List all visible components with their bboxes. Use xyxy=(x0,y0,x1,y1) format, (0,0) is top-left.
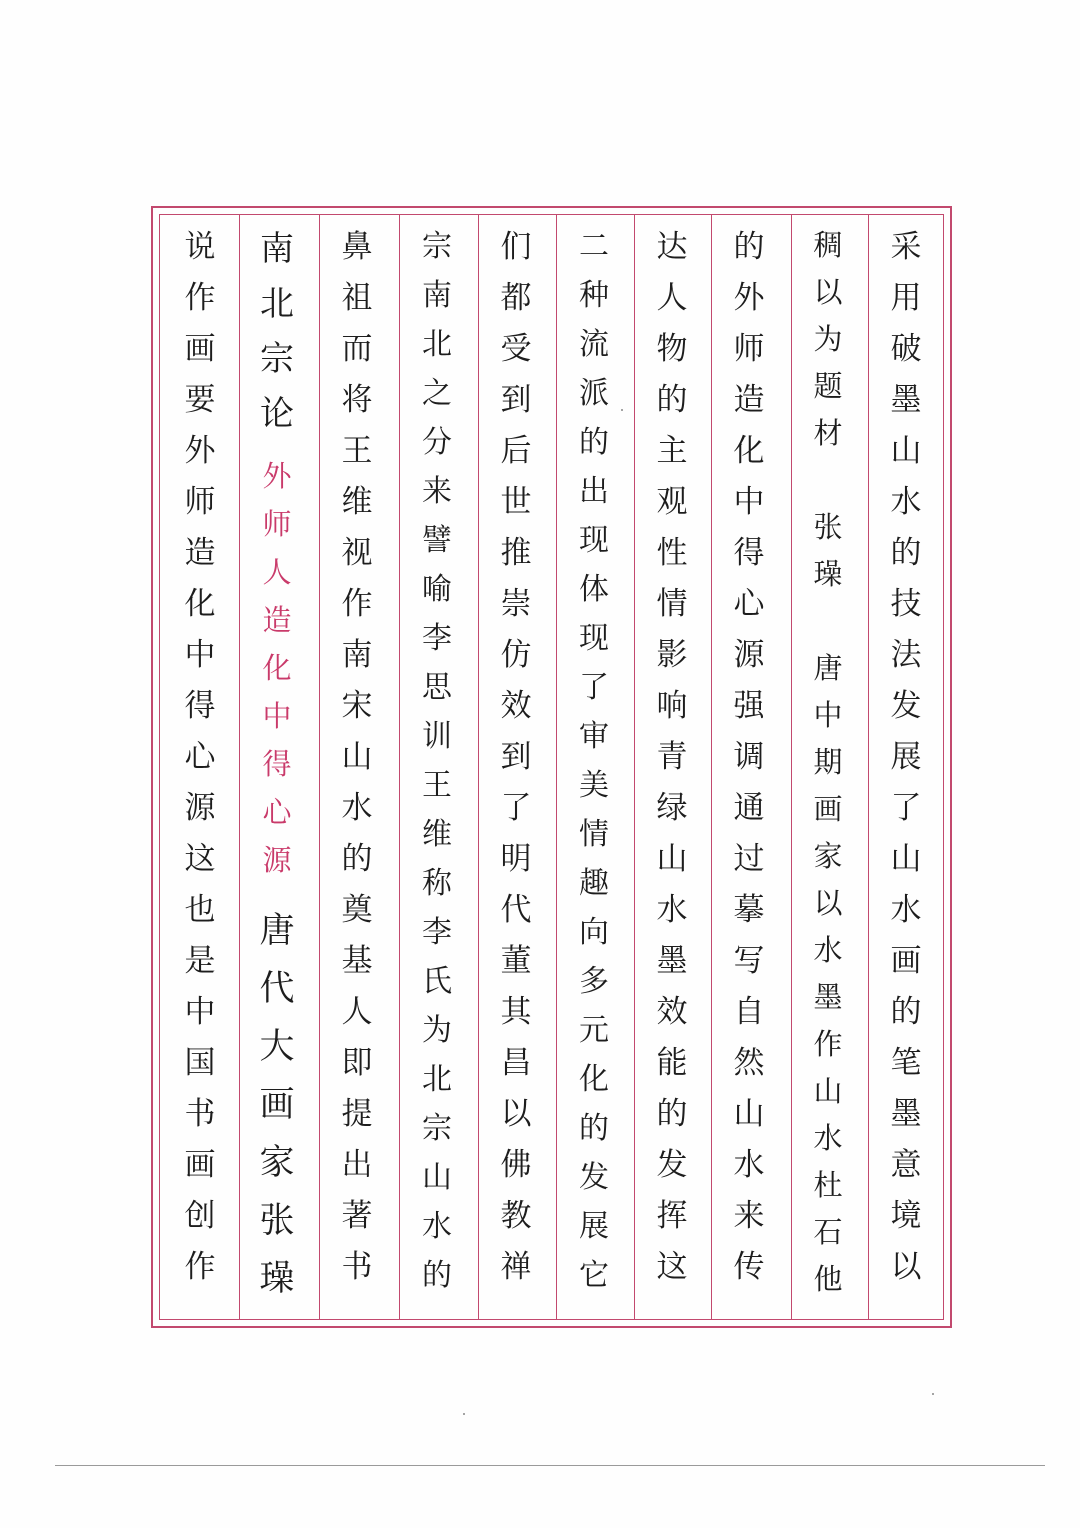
text-column-2 xyxy=(793,222,863,1312)
glyph: 山 xyxy=(341,739,373,775)
glyph: 化 xyxy=(579,1062,609,1097)
column-divider xyxy=(478,215,479,1319)
glyph: 都 xyxy=(500,280,532,316)
glyph: 代 xyxy=(259,969,295,1009)
glyph: 家 xyxy=(259,1143,295,1183)
glyph: 中 xyxy=(813,698,843,732)
glyph: 石 xyxy=(813,1215,843,1249)
glyph: 书 xyxy=(341,1249,373,1285)
column-divider xyxy=(868,215,869,1319)
glyph: 笔 xyxy=(890,1045,922,1081)
glyph: 教 xyxy=(500,1198,532,1234)
glyph: 中 xyxy=(184,994,216,1030)
column-divider xyxy=(239,215,240,1319)
glyph: 性 xyxy=(656,535,688,571)
glyph: 书 xyxy=(184,1096,216,1132)
glyph: 师 xyxy=(184,484,216,520)
glyph: 效 xyxy=(500,688,532,724)
glyph: 多 xyxy=(579,964,609,999)
glyph: 以 xyxy=(500,1096,532,1132)
glyph: 祖 xyxy=(341,280,373,316)
glyph: 稠 xyxy=(813,228,843,262)
glyph: 中 xyxy=(262,699,292,733)
glyph: 提 xyxy=(341,1096,373,1132)
glyph: 写 xyxy=(733,943,765,979)
glyph: 的 xyxy=(890,994,922,1030)
glyph: 通 xyxy=(733,790,765,826)
glyph: 之 xyxy=(422,376,452,411)
glyph: 审 xyxy=(579,719,609,754)
glyph: 人 xyxy=(262,555,292,589)
glyph: 流 xyxy=(579,327,609,362)
glyph: 水 xyxy=(890,892,922,928)
glyph: 南 xyxy=(422,278,452,313)
glyph: 得 xyxy=(262,747,292,781)
glyph: 其 xyxy=(500,994,532,1030)
glyph: 造 xyxy=(262,603,292,637)
glyph: 派 xyxy=(579,376,609,411)
glyph: 崇 xyxy=(500,586,532,622)
glyph: 材 xyxy=(813,416,843,450)
glyph: 璪 xyxy=(259,1259,295,1299)
glyph: 世 xyxy=(500,484,532,520)
glyph: 譬 xyxy=(422,523,452,558)
glyph: 法 xyxy=(890,637,922,673)
glyph: 水 xyxy=(733,1147,765,1183)
glyph: 发 xyxy=(656,1147,688,1183)
glyph: 影 xyxy=(656,637,688,673)
text-column-6 xyxy=(481,222,551,1312)
glyph: 师 xyxy=(733,331,765,367)
glyph: 基 xyxy=(341,943,373,979)
glyph: 得 xyxy=(184,688,216,724)
glyph: 唐 xyxy=(813,651,843,685)
glyph: 物 xyxy=(656,331,688,367)
column-divider xyxy=(711,215,712,1319)
glyph: 发 xyxy=(579,1160,609,1195)
glyph: 王 xyxy=(341,433,373,469)
glyph: 过 xyxy=(733,841,765,877)
glyph xyxy=(793,598,863,645)
text-column-4 xyxy=(637,222,707,1312)
glyph: 董 xyxy=(500,943,532,979)
glyph: 说 xyxy=(184,229,216,265)
glyph: 外 xyxy=(184,433,216,469)
glyph: 佛 xyxy=(500,1147,532,1183)
glyph: 调 xyxy=(733,739,765,775)
glyph: 维 xyxy=(422,817,452,852)
glyph: 而 xyxy=(341,331,373,367)
glyph: 这 xyxy=(184,841,216,877)
glyph: 墨 xyxy=(813,980,843,1014)
glyph: 现 xyxy=(579,523,609,558)
glyph: 论 xyxy=(260,394,294,434)
glyph: 破 xyxy=(890,331,922,367)
glyph: 二 xyxy=(579,229,609,264)
glyph: 强 xyxy=(733,688,765,724)
glyph: 的 xyxy=(579,1111,609,1146)
glyph: 水 xyxy=(656,892,688,928)
glyph: 将 xyxy=(341,382,373,418)
glyph: 人 xyxy=(656,280,688,316)
glyph: 造 xyxy=(733,382,765,418)
glyph: 画 xyxy=(184,331,216,367)
text-column-9-attribution xyxy=(242,902,312,1312)
glyph: 源 xyxy=(184,790,216,826)
glyph xyxy=(793,457,863,504)
glyph: 体 xyxy=(579,572,609,607)
glyph: 的 xyxy=(656,1096,688,1132)
glyph: 来 xyxy=(733,1198,765,1234)
glyph: 青 xyxy=(656,739,688,775)
glyph: 墨 xyxy=(890,382,922,418)
glyph: 鼻 xyxy=(341,229,373,265)
glyph: 元 xyxy=(579,1013,609,1048)
glyph: 期 xyxy=(813,745,843,779)
glyph: 喻 xyxy=(422,572,452,607)
glyph: 北 xyxy=(422,327,452,362)
glyph: 李 xyxy=(422,915,452,950)
glyph: 展 xyxy=(579,1209,609,1244)
glyph: 奠 xyxy=(341,892,373,928)
glyph: 水 xyxy=(341,790,373,826)
glyph: 画 xyxy=(813,792,843,826)
glyph: 宗 xyxy=(422,1111,452,1146)
glyph: 为 xyxy=(813,322,843,356)
glyph: 杜 xyxy=(813,1168,843,1202)
glyph: 绿 xyxy=(656,790,688,826)
glyph: 山 xyxy=(733,1096,765,1132)
glyph: 造 xyxy=(184,535,216,571)
glyph: 到 xyxy=(500,382,532,418)
glyph: 水 xyxy=(813,933,843,967)
glyph: 了 xyxy=(890,790,922,826)
glyph: 也 xyxy=(184,892,216,928)
glyph: 视 xyxy=(341,535,373,571)
glyph: 他 xyxy=(813,1262,843,1296)
glyph: 为 xyxy=(422,1013,452,1048)
glyph: 训 xyxy=(422,719,452,754)
glyph: 了 xyxy=(500,790,532,826)
glyph: 传 xyxy=(733,1249,765,1285)
column-divider xyxy=(634,215,635,1319)
glyph: 趣 xyxy=(579,866,609,901)
glyph: 响 xyxy=(656,688,688,724)
glyph: 的 xyxy=(656,382,688,418)
glyph: 了 xyxy=(579,670,609,705)
glyph: 作 xyxy=(184,1249,216,1285)
glyph: 技 xyxy=(890,586,922,622)
glyph: 家 xyxy=(813,839,843,873)
glyph: 北 xyxy=(422,1062,452,1097)
glyph: 摹 xyxy=(733,892,765,928)
glyph: 昌 xyxy=(500,1045,532,1081)
glyph: 然 xyxy=(733,1045,765,1081)
glyph: 种 xyxy=(579,278,609,313)
glyph: 张 xyxy=(259,1201,295,1241)
glyph: 出 xyxy=(341,1147,373,1183)
glyph: 的 xyxy=(733,229,765,265)
glyph: 源 xyxy=(262,843,292,877)
glyph: 北 xyxy=(260,284,294,324)
glyph: 璪 xyxy=(813,557,843,591)
glyph: 山 xyxy=(813,1074,843,1108)
text-column-8 xyxy=(322,222,392,1312)
glyph: 宋 xyxy=(341,688,373,724)
glyph: 中 xyxy=(733,484,765,520)
column-divider xyxy=(399,215,400,1319)
glyph: 的 xyxy=(579,425,609,460)
glyph: 情 xyxy=(579,817,609,852)
glyph: 师 xyxy=(262,507,292,541)
glyph: 情 xyxy=(656,586,688,622)
glyph: 自 xyxy=(733,994,765,1030)
paper-speck xyxy=(621,409,623,411)
glyph: 境 xyxy=(890,1198,922,1234)
glyph: 仿 xyxy=(500,637,532,673)
glyph: 山 xyxy=(890,841,922,877)
column-divider xyxy=(319,215,320,1319)
glyph: 美 xyxy=(579,768,609,803)
glyph: 墨 xyxy=(890,1096,922,1132)
glyph: 推 xyxy=(500,535,532,571)
glyph: 题 xyxy=(813,369,843,403)
scan-edge-line xyxy=(55,1465,1045,1466)
glyph: 以 xyxy=(813,886,843,920)
glyph: 画 xyxy=(890,943,922,979)
column-divider xyxy=(791,215,792,1319)
glyph: 张 xyxy=(813,510,843,544)
glyph: 维 xyxy=(341,484,373,520)
glyph: 挥 xyxy=(656,1198,688,1234)
glyph: 禅 xyxy=(500,1249,532,1285)
text-column-5 xyxy=(559,222,629,1312)
glyph: 分 xyxy=(422,425,452,460)
glyph: 外 xyxy=(733,280,765,316)
glyph: 得 xyxy=(733,535,765,571)
glyph: 的 xyxy=(341,841,373,877)
glyph: 意 xyxy=(890,1147,922,1183)
glyph: 观 xyxy=(656,484,688,520)
glyph: 现 xyxy=(579,621,609,656)
glyph: 是 xyxy=(184,943,216,979)
glyph: 人 xyxy=(341,994,373,1030)
text-column-10 xyxy=(165,222,235,1312)
glyph: 的 xyxy=(422,1258,452,1293)
glyph: 氏 xyxy=(422,964,452,999)
glyph: 山 xyxy=(422,1160,452,1195)
glyph: 化 xyxy=(184,586,216,622)
glyph: 创 xyxy=(184,1198,216,1234)
glyph: 画 xyxy=(184,1147,216,1183)
glyph: 化 xyxy=(733,433,765,469)
glyph: 国 xyxy=(184,1045,216,1081)
column-divider xyxy=(556,215,557,1319)
glyph: 画 xyxy=(259,1085,295,1125)
glyph: 发 xyxy=(890,688,922,724)
glyph: 墨 xyxy=(656,943,688,979)
glyph: 水 xyxy=(813,1121,843,1155)
glyph: 中 xyxy=(184,637,216,673)
glyph: 出 xyxy=(579,474,609,509)
glyph: 作 xyxy=(341,586,373,622)
glyph: 用 xyxy=(890,280,922,316)
glyph: 山 xyxy=(656,841,688,877)
glyph: 外 xyxy=(262,459,292,493)
glyph: 后 xyxy=(500,433,532,469)
glyph: 主 xyxy=(656,433,688,469)
glyph: 大 xyxy=(259,1027,295,1067)
glyph: 著 xyxy=(341,1198,373,1234)
text-column-9-title xyxy=(242,222,312,442)
text-column-7 xyxy=(402,222,472,1312)
glyph: 它 xyxy=(579,1258,609,1293)
paper-speck xyxy=(463,1413,465,1415)
glyph: 明 xyxy=(500,841,532,877)
glyph: 作 xyxy=(184,280,216,316)
glyph: 展 xyxy=(890,739,922,775)
glyph: 效 xyxy=(656,994,688,1030)
glyph: 到 xyxy=(500,739,532,775)
glyph: 南 xyxy=(341,637,373,673)
glyph: 思 xyxy=(422,670,452,705)
glyph: 称 xyxy=(422,866,452,901)
text-column-1 xyxy=(871,222,941,1312)
glyph: 水 xyxy=(890,484,922,520)
glyph: 达 xyxy=(656,229,688,265)
glyph: 能 xyxy=(656,1045,688,1081)
glyph: 这 xyxy=(656,1249,688,1285)
glyph: 采 xyxy=(890,229,922,265)
glyph: 心 xyxy=(262,795,292,829)
text-column-9-highlight xyxy=(242,452,312,892)
glyph: 即 xyxy=(341,1045,373,1081)
glyph: 宗 xyxy=(422,229,452,264)
glyph: 受 xyxy=(500,331,532,367)
glyph: 李 xyxy=(422,621,452,656)
glyph: 山 xyxy=(890,433,922,469)
glyph: 代 xyxy=(500,892,532,928)
text-column-3 xyxy=(714,222,784,1312)
glyph: 水 xyxy=(422,1209,452,1244)
paper-speck xyxy=(932,1393,934,1395)
glyph: 以 xyxy=(813,275,843,309)
glyph: 们 xyxy=(500,229,532,265)
glyph: 唐 xyxy=(259,911,295,951)
glyph: 以 xyxy=(890,1249,922,1285)
glyph: 来 xyxy=(422,474,452,509)
glyph: 心 xyxy=(733,586,765,622)
glyph: 心 xyxy=(184,739,216,775)
glyph: 王 xyxy=(422,768,452,803)
glyph: 化 xyxy=(262,651,292,685)
glyph: 向 xyxy=(579,915,609,950)
glyph: 源 xyxy=(733,637,765,673)
glyph: 宗 xyxy=(260,339,294,379)
glyph: 要 xyxy=(184,382,216,418)
glyph: 作 xyxy=(813,1027,843,1061)
glyph: 的 xyxy=(890,535,922,571)
glyph: 南 xyxy=(260,229,294,269)
